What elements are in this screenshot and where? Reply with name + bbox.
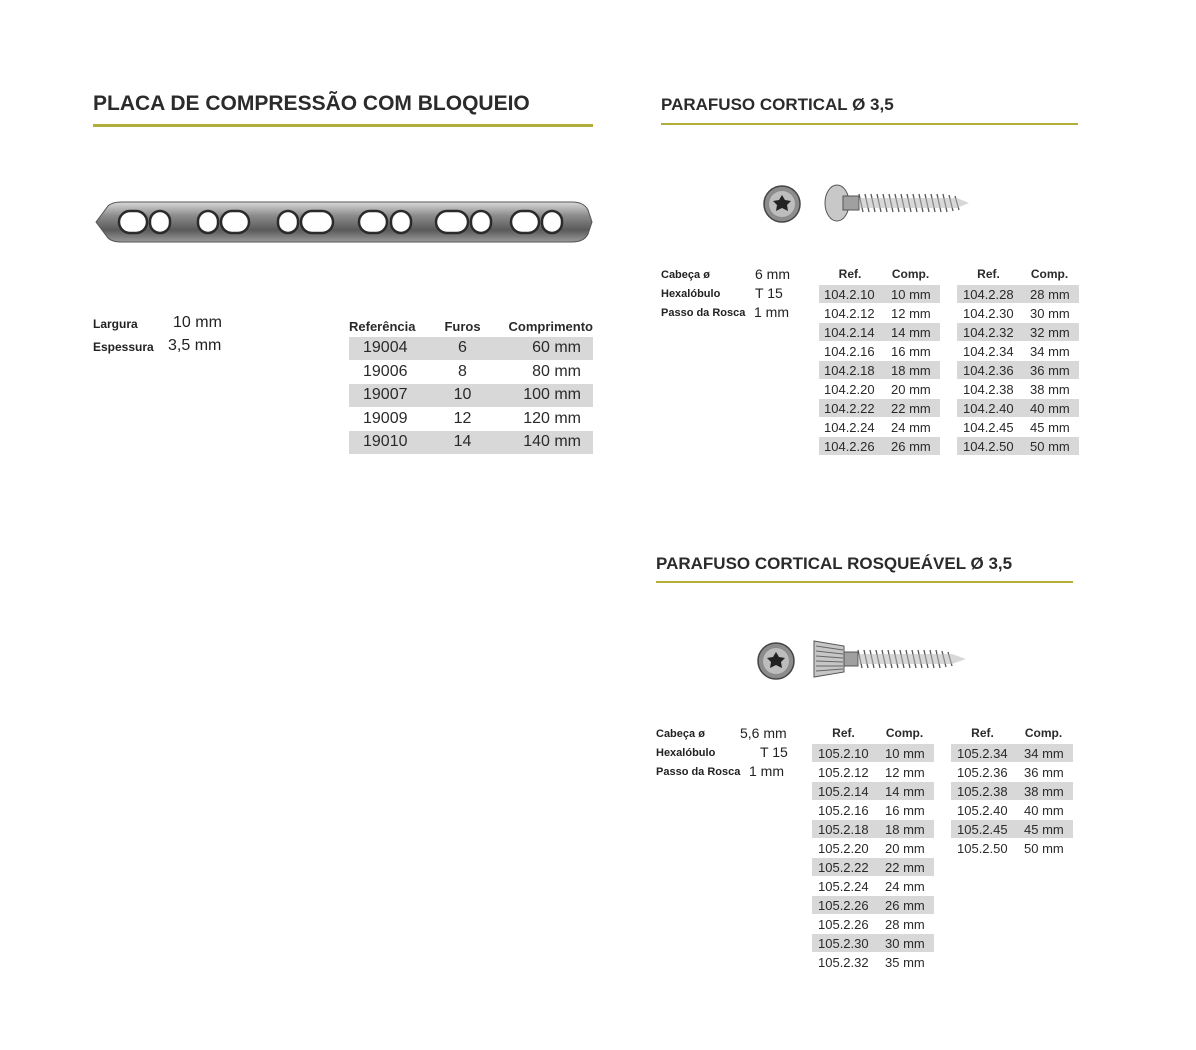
plate-title-rule	[93, 124, 593, 127]
spec-label: Espessura	[93, 340, 154, 354]
table-row	[812, 763, 934, 782]
table-cell: 36 mm	[1020, 361, 1079, 380]
table-cell: 105.2.30	[812, 934, 875, 953]
table-row	[812, 839, 934, 858]
header-comp: Comp.	[1024, 726, 1063, 740]
table-cell: 105.2.16	[812, 801, 875, 820]
screw1-table-1	[819, 265, 940, 456]
table-row	[812, 877, 934, 896]
table-cell: 104.2.10	[819, 285, 881, 304]
table-cell: 19010	[349, 431, 439, 455]
table-cell: 40 mm	[1014, 801, 1073, 820]
table-cell: 50 mm	[1020, 437, 1079, 456]
table-cell: 104.2.12	[819, 304, 881, 323]
screw1-title: PARAFUSO CORTICAL Ø 3,5	[661, 95, 894, 114]
table-cell: 104.2.34	[957, 342, 1020, 361]
table-row	[812, 896, 934, 915]
table-cell: 38 mm	[1014, 782, 1073, 801]
locking-screw-icon	[810, 638, 970, 680]
table-cell: 24 mm	[881, 418, 940, 437]
header-comp: Comp.	[891, 267, 930, 281]
table-row	[819, 323, 940, 342]
table-cell: 60 mm	[486, 337, 593, 360]
table-cell: 104.2.28	[957, 285, 1020, 304]
spec-label: Passo da Rosca	[656, 766, 741, 778]
plate-specs	[93, 314, 253, 360]
table-row	[957, 304, 1079, 323]
table-row	[957, 342, 1079, 361]
table-row	[812, 801, 934, 820]
table-cell: 19006	[349, 360, 439, 384]
table-cell: 8	[439, 360, 486, 384]
spec-value: 5,6 mm	[740, 725, 787, 741]
table-cell: 104.2.45	[957, 418, 1020, 437]
table-cell: 104.2.50	[957, 437, 1020, 456]
table-cell: 12 mm	[875, 763, 934, 782]
table-row	[819, 285, 940, 304]
table-cell: 18 mm	[875, 820, 934, 839]
screw-head-icon	[762, 184, 802, 224]
table-cell: 26 mm	[875, 896, 934, 915]
table-cell: 45 mm	[1014, 820, 1073, 839]
table-row	[957, 361, 1079, 380]
table-cell: 105.2.20	[812, 839, 875, 858]
plate-title: PLACA DE COMPRESSÃO COM BLOQUEIO	[93, 92, 530, 115]
table-cell: 104.2.40	[957, 399, 1020, 418]
table-cell: 104.2.16	[819, 342, 881, 361]
table-row	[819, 399, 940, 418]
table-cell: 104.2.36	[957, 361, 1020, 380]
table-row	[957, 380, 1079, 399]
spec-value: 1 mm	[749, 763, 784, 779]
screw2-title-rule	[656, 581, 1073, 583]
table-row	[812, 744, 934, 763]
table-cell: 34 mm	[1014, 744, 1073, 763]
table-cell: 20 mm	[881, 380, 940, 399]
table-cell: 104.2.14	[819, 323, 881, 342]
table-row	[951, 782, 1073, 801]
spec-label: Largura	[93, 317, 138, 331]
plate-icon	[92, 198, 594, 246]
table-row	[957, 285, 1079, 304]
table-row	[819, 342, 940, 361]
table-cell: 10 mm	[881, 285, 940, 304]
table-cell: 104.2.30	[957, 304, 1020, 323]
table-cell: 28 mm	[875, 915, 934, 934]
table-cell: 104.2.32	[957, 323, 1020, 342]
table-row	[957, 323, 1079, 342]
spec-value: 3,5 mm	[168, 337, 222, 354]
table-cell: 6	[439, 337, 486, 360]
table-cell: 105.2.45	[951, 820, 1014, 839]
screw1-specs	[661, 266, 801, 323]
screw-icon	[823, 182, 973, 224]
table-cell: 30 mm	[875, 934, 934, 953]
spec-label: Passo da Rosca	[661, 307, 746, 319]
table-row	[951, 801, 1073, 820]
screw1-title-rule	[661, 123, 1078, 125]
spec-label: Cabeça ø	[661, 269, 710, 281]
table-cell: 105.2.36	[951, 763, 1014, 782]
table-cell: 16 mm	[881, 342, 940, 361]
table-cell: 19004	[349, 337, 439, 360]
table-row	[951, 820, 1073, 839]
table-row	[812, 953, 934, 972]
table-cell: 105.2.50	[951, 839, 1014, 858]
table-row	[812, 915, 934, 934]
header-ref: Ref.	[838, 267, 862, 281]
spec-label: Hexalóbulo	[661, 288, 721, 300]
table-row	[349, 337, 593, 360]
screw2-table-1	[812, 724, 934, 972]
table-cell: 14	[439, 431, 486, 455]
table-cell: 22 mm	[881, 399, 940, 418]
spec-value: 1 mm	[754, 304, 789, 320]
header-ref: Ref.	[832, 726, 855, 740]
table-cell: 105.2.14	[812, 782, 875, 801]
table-cell: 100 mm	[486, 384, 593, 408]
table-row	[812, 934, 934, 953]
table-cell: 20 mm	[875, 839, 934, 858]
table-row	[812, 820, 934, 839]
table-cell: 105.2.34	[951, 744, 1014, 763]
table-cell: 26 mm	[881, 437, 940, 456]
table-row	[812, 782, 934, 801]
table-cell: 12 mm	[881, 304, 940, 323]
spec-value: T 15	[760, 744, 788, 760]
table-cell: 105.2.24	[812, 877, 875, 896]
table-cell: 104.2.18	[819, 361, 881, 380]
table-cell: 18 mm	[881, 361, 940, 380]
table-cell: 105.2.10	[812, 744, 875, 763]
table-row	[957, 399, 1079, 418]
table-row	[819, 380, 940, 399]
screw2-specs	[656, 725, 796, 782]
table-cell: 19009	[349, 407, 439, 431]
table-cell: 22 mm	[875, 858, 934, 877]
table-row	[957, 437, 1079, 456]
table-cell: 24 mm	[875, 877, 934, 896]
table-cell: 10 mm	[875, 744, 934, 763]
header-furos: Furos	[444, 318, 481, 334]
table-row	[957, 418, 1079, 437]
screw2-title: PARAFUSO CORTICAL ROSQUEÁVEL Ø 3,5	[656, 554, 1013, 573]
table-cell: 38 mm	[1020, 380, 1079, 399]
table-row	[819, 304, 940, 323]
spec-value: 10 mm	[173, 314, 222, 331]
spec-value: 6 mm	[755, 266, 790, 282]
table-cell: 105.2.32	[812, 953, 875, 972]
header-comprimento: Comprimento	[508, 318, 593, 334]
table-cell: 10	[439, 384, 486, 408]
header-referencia: Referência	[349, 318, 416, 334]
table-cell: 80 mm	[486, 360, 593, 384]
table-cell: 104.2.20	[819, 380, 881, 399]
table-row	[951, 839, 1073, 858]
table-row	[951, 744, 1073, 763]
table-cell: 105.2.12	[812, 763, 875, 782]
screw1-table-2	[957, 265, 1079, 456]
header-comp: Comp.	[885, 726, 924, 740]
table-cell: 140 mm	[486, 431, 593, 455]
screw-head-icon	[756, 641, 796, 681]
table-cell: 19007	[349, 384, 439, 408]
table-row	[349, 407, 593, 431]
plate-table	[349, 315, 593, 455]
spec-label: Hexalóbulo	[656, 747, 716, 759]
table-cell: 14 mm	[875, 782, 934, 801]
table-cell: 104.2.24	[819, 418, 881, 437]
header-ref: Ref.	[971, 726, 994, 740]
table-cell: 45 mm	[1020, 418, 1079, 437]
table-row	[349, 360, 593, 384]
table-cell: 104.2.22	[819, 399, 881, 418]
header-ref: Ref.	[977, 267, 1000, 281]
table-cell: 34 mm	[1020, 342, 1079, 361]
table-cell: 105.2.26	[812, 896, 875, 915]
table-cell: 105.2.40	[951, 801, 1014, 820]
table-row	[349, 431, 593, 455]
table-row	[819, 418, 940, 437]
table-cell: 120 mm	[486, 407, 593, 431]
table-cell: 105.2.18	[812, 820, 875, 839]
table-cell: 104.2.38	[957, 380, 1020, 399]
table-row	[819, 437, 940, 456]
table-cell: 104.2.26	[819, 437, 881, 456]
table-cell: 105.2.38	[951, 782, 1014, 801]
spec-value: T 15	[755, 285, 783, 301]
table-cell: 14 mm	[881, 323, 940, 342]
table-row	[812, 858, 934, 877]
table-cell: 36 mm	[1014, 763, 1073, 782]
screw2-table-2	[951, 724, 1073, 858]
table-cell: 32 mm	[1020, 323, 1079, 342]
table-row	[349, 384, 593, 408]
table-cell: 16 mm	[875, 801, 934, 820]
table-cell: 28 mm	[1020, 285, 1079, 304]
table-cell: 50 mm	[1014, 839, 1073, 858]
table-row	[951, 763, 1073, 782]
table-cell: 35 mm	[875, 953, 934, 972]
table-row	[819, 361, 940, 380]
table-cell: 105.2.26	[812, 915, 875, 934]
header-comp: Comp.	[1030, 267, 1069, 281]
spec-label: Cabeça ø	[656, 728, 705, 740]
table-cell: 40 mm	[1020, 399, 1079, 418]
table-cell: 105.2.22	[812, 858, 875, 877]
table-cell: 12	[439, 407, 486, 431]
table-cell: 30 mm	[1020, 304, 1079, 323]
